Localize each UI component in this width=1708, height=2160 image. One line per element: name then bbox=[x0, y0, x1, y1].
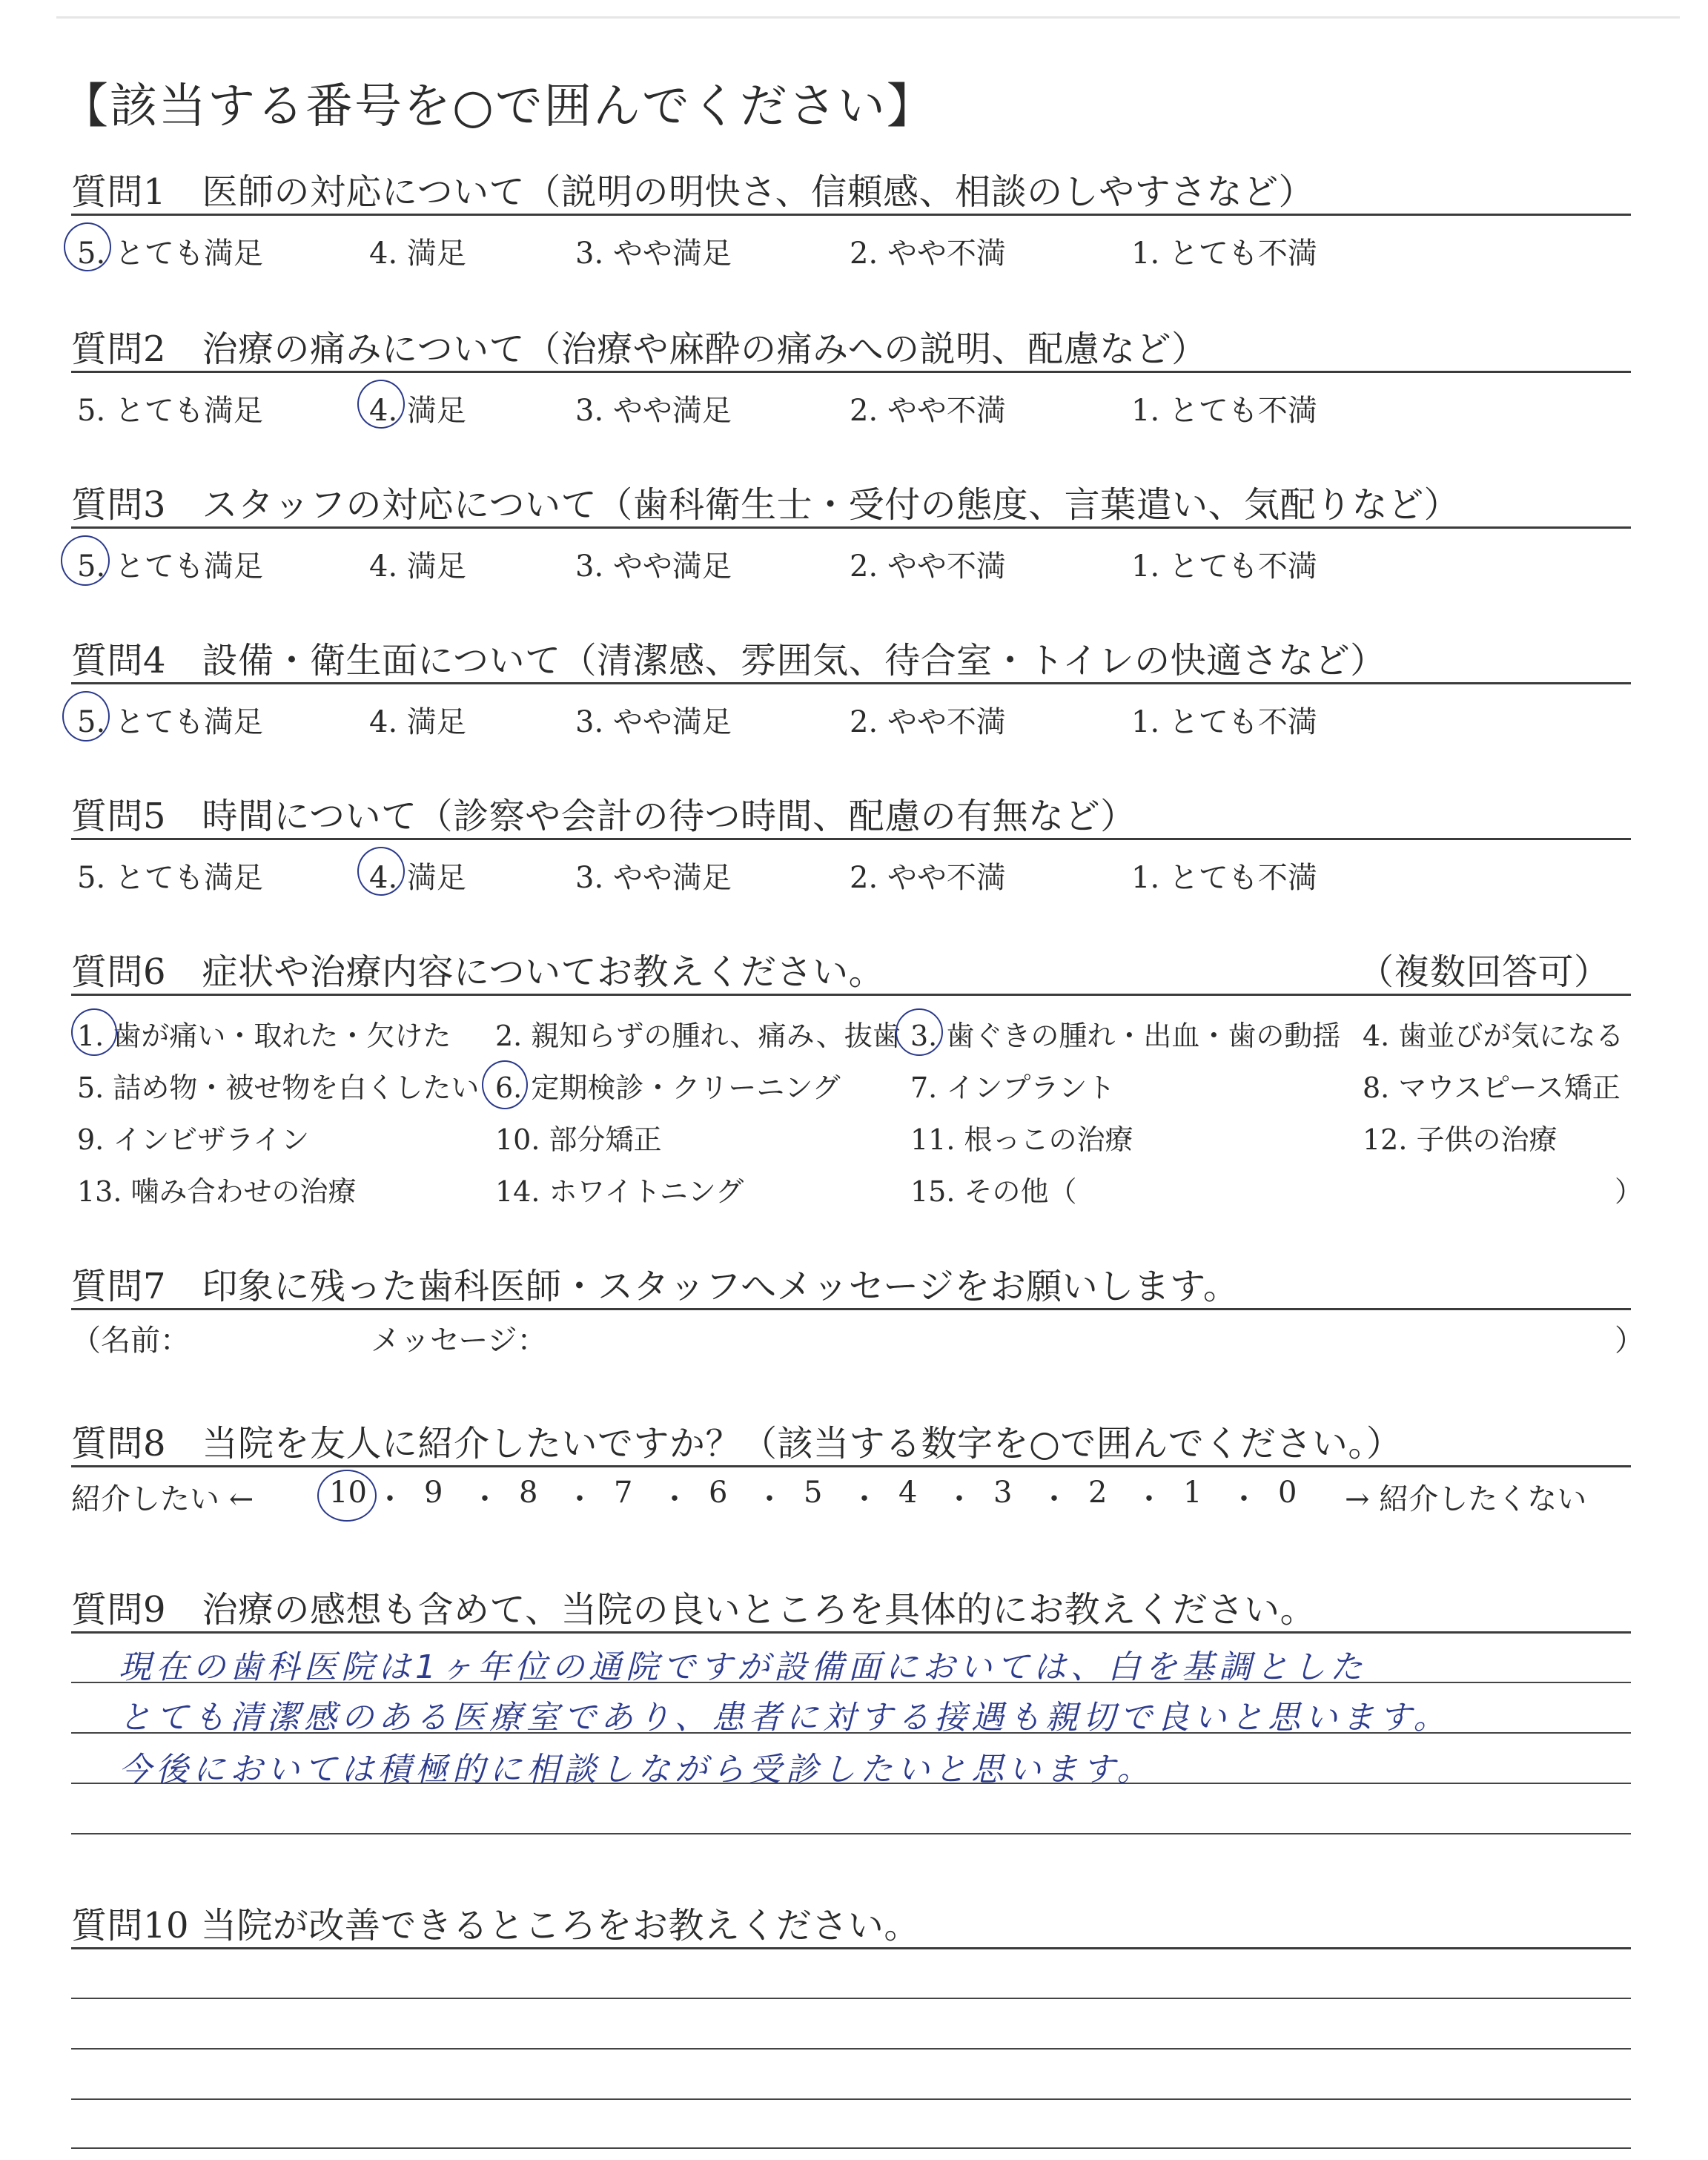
q9-answer-line-3: 今後においては積極的に相談しながら受診したいと思います。 bbox=[119, 1751, 1154, 1789]
q6-answer-circle-6 bbox=[482, 1060, 528, 1109]
q1-answer-circle bbox=[64, 222, 111, 271]
q8-scale-9[interactable]: 9 bbox=[424, 1476, 443, 1510]
q10-writing-line-2 bbox=[71, 2048, 1631, 2050]
q3-option-4[interactable]: 4. 満足 bbox=[369, 549, 466, 584]
q6-option-11[interactable]: 11. 根っこの治療 bbox=[910, 1123, 1133, 1156]
q8-scale-6[interactable]: 6 bbox=[709, 1476, 728, 1510]
q6-option-7[interactable]: 7. インプラント bbox=[910, 1071, 1116, 1104]
q1-option-1[interactable]: 1. とても不満 bbox=[1131, 237, 1317, 271]
q5-option-2[interactable]: 2. やや不満 bbox=[850, 861, 1006, 895]
q6-option-15[interactable]: 15. その他（ bbox=[910, 1175, 1077, 1208]
q2-option-1[interactable]: 1. とても不満 bbox=[1131, 394, 1317, 428]
q3-option-2[interactable]: 2. やや不満 bbox=[850, 549, 1006, 584]
q2-rule bbox=[71, 371, 1631, 373]
q8-scale-2[interactable]: 2 bbox=[1088, 1476, 1108, 1510]
q5-title: 質問5 時間について（診察や会計の待つ時間、配慮の有無など） bbox=[71, 796, 1136, 837]
q1-option-3[interactable]: 3. やや満足 bbox=[575, 237, 732, 271]
q6-option-14[interactable]: 14. ホワイトニング bbox=[495, 1175, 744, 1208]
q8-scale-dot: ・ bbox=[375, 1482, 405, 1516]
q6-answer-circle-3 bbox=[896, 1008, 943, 1056]
q8-scale-dot: ・ bbox=[944, 1482, 974, 1516]
q8-scale-7[interactable]: 7 bbox=[614, 1476, 633, 1510]
q1-rule bbox=[71, 214, 1631, 216]
q4-answer-circle bbox=[62, 691, 110, 742]
q4-option-1[interactable]: 1. とても不満 bbox=[1131, 705, 1317, 739]
q9-answer-line-2: とても清潔感のある医療室であり、患者に対する接遇も親切で良いと思います。 bbox=[119, 1699, 1451, 1737]
q8-scale-5[interactable]: 5 bbox=[804, 1476, 823, 1510]
q3-answer-circle bbox=[61, 535, 110, 586]
q1-option-5[interactable]: 5. とても満足 bbox=[77, 237, 263, 271]
q5-answer-circle bbox=[357, 847, 405, 896]
q10-title: 質問10 当院が改善できるところをお教えください。 bbox=[71, 1905, 920, 1946]
q9-writing-line-4 bbox=[71, 1833, 1631, 1834]
q1-option-4[interactable]: 4. 満足 bbox=[369, 237, 466, 271]
q2-title: 質問2 治療の痛みについて（治療や麻酔の痛みへの説明、配慮など） bbox=[71, 328, 1208, 370]
q8-scale-8[interactable]: 8 bbox=[519, 1476, 538, 1510]
q6-rule bbox=[71, 994, 1631, 996]
q8-scale-dot: ・ bbox=[1229, 1482, 1259, 1516]
q4-rule bbox=[71, 682, 1631, 684]
q8-scale-3[interactable]: 3 bbox=[993, 1476, 1013, 1510]
q5-option-3[interactable]: 3. やや満足 bbox=[575, 861, 732, 895]
q3-title: 質問3 スタッフの対応について（歯科衛生士・受付の態度、言葉遣い、気配りなど） bbox=[71, 484, 1460, 526]
q5-option-5[interactable]: 5. とても満足 bbox=[77, 861, 263, 895]
q7-rule bbox=[71, 1308, 1631, 1310]
q3-option-5[interactable]: 5. とても満足 bbox=[77, 549, 263, 584]
q8-scale-dot: ・ bbox=[850, 1482, 879, 1516]
q8-scale-dot: ・ bbox=[755, 1482, 784, 1516]
q8-scale-dot: ・ bbox=[1039, 1482, 1069, 1516]
q6-answer-circle-1 bbox=[71, 1008, 117, 1056]
q6-option-3[interactable]: 3. 歯ぐきの腫れ・出血・歯の動揺 bbox=[910, 1020, 1341, 1052]
q6-title: 質問6 症状や治療内容についてお教えください。 bbox=[71, 951, 885, 993]
q9-rule bbox=[71, 1631, 1631, 1634]
q6-option-4[interactable]: 4. 歯並びが気になる bbox=[1363, 1020, 1624, 1052]
q8-scale-dot: ・ bbox=[565, 1482, 595, 1516]
q2-option-5[interactable]: 5. とても満足 bbox=[77, 394, 263, 428]
q8-rule bbox=[71, 1465, 1631, 1467]
q7-close-paren: ） bbox=[1615, 1324, 1644, 1358]
q9-title: 質問9 治療の感想も含めて、当院の良いところを具体的にお教えください。 bbox=[71, 1589, 1317, 1631]
q6-option-6[interactable]: 6. 定期検診・クリーニング bbox=[495, 1071, 841, 1104]
q10-writing-line-4 bbox=[71, 2147, 1631, 2149]
q3-option-1[interactable]: 1. とても不満 bbox=[1131, 549, 1317, 584]
q8-scale-dot: ・ bbox=[470, 1482, 500, 1516]
q10-rule bbox=[71, 1947, 1631, 1949]
q5-rule bbox=[71, 838, 1631, 840]
q1-title: 質問1 医師の対応について（説明の明快さ、信頼感、相談のしやすさなど） bbox=[71, 171, 1315, 213]
q2-option-3[interactable]: 3. やや満足 bbox=[575, 394, 732, 428]
q3-rule bbox=[71, 526, 1631, 529]
q10-writing-line-1 bbox=[71, 1998, 1631, 1999]
q4-option-2[interactable]: 2. やや不満 bbox=[850, 705, 1006, 739]
q10-writing-line-3 bbox=[71, 2098, 1631, 2100]
q8-title: 質問8 当院を友人に紹介したいですか？（該当する数字を○で囲んでください。） bbox=[71, 1423, 1403, 1464]
q3-option-3[interactable]: 3. やや満足 bbox=[575, 549, 732, 584]
q8-right-label: → 紹介したくない bbox=[1345, 1482, 1587, 1516]
top-border bbox=[56, 16, 1680, 19]
q6-other-close-paren: ） bbox=[1615, 1175, 1644, 1208]
q2-answer-circle bbox=[357, 380, 405, 429]
q4-option-5[interactable]: 5. とても満足 bbox=[77, 705, 263, 739]
q7-name-label: （名前： bbox=[71, 1324, 190, 1358]
q6-option-9[interactable]: 9. インビザライン bbox=[77, 1123, 310, 1156]
q6-option-2[interactable]: 2. 親知らずの腫れ、痛み、抜歯 bbox=[495, 1020, 901, 1052]
q8-scale-0[interactable]: 0 bbox=[1278, 1476, 1297, 1510]
q1-option-2[interactable]: 2. やや不満 bbox=[850, 237, 1006, 271]
q6-option-1[interactable]: 1. 歯が痛い・取れた・欠けた bbox=[77, 1020, 451, 1052]
q9-answer-line-1: 現在の歯科医院は1ヶ年位の通院ですが設備面においては、白を基調とした bbox=[119, 1648, 1367, 1686]
q5-option-1[interactable]: 1. とても不満 bbox=[1131, 861, 1317, 895]
q4-option-3[interactable]: 3. やや満足 bbox=[575, 705, 732, 739]
q4-title: 質問4 設備・衛生面について（清潔感、雰囲気、待合室・トイレの快適さなど） bbox=[71, 640, 1386, 681]
q6-note: （複数回答可） bbox=[1358, 951, 1610, 993]
q6-option-13[interactable]: 13. 噛み合わせの治療 bbox=[77, 1175, 357, 1208]
q8-scale-10[interactable]: 10 bbox=[329, 1476, 367, 1510]
q2-option-4[interactable]: 4. 満足 bbox=[369, 394, 466, 428]
q6-option-5[interactable]: 5. 詰め物・被せ物を白くしたい bbox=[77, 1071, 480, 1104]
q8-left-label: 紹介したい ← bbox=[71, 1482, 254, 1516]
q6-option-8[interactable]: 8. マウスピース矯正 bbox=[1363, 1071, 1621, 1104]
q8-scale-4[interactable]: 4 bbox=[898, 1476, 918, 1510]
q4-option-4[interactable]: 4. 満足 bbox=[369, 705, 466, 739]
q6-option-10[interactable]: 10. 部分矯正 bbox=[495, 1123, 662, 1156]
q7-message-label: メッセージ： bbox=[371, 1324, 547, 1358]
form-heading: 【該当する番号を○で囲んでください】 bbox=[61, 79, 936, 134]
q2-option-2[interactable]: 2. やや不満 bbox=[850, 394, 1006, 428]
q8-scale-1[interactable]: 1 bbox=[1183, 1476, 1202, 1510]
q5-option-4[interactable]: 4. 満足 bbox=[369, 861, 466, 895]
q8-answer-circle bbox=[317, 1470, 377, 1522]
q8-scale-dot: ・ bbox=[660, 1482, 689, 1516]
q7-title: 質問7 印象に残った歯科医師・スタッフへメッセージをお願いします。 bbox=[71, 1266, 1239, 1307]
q6-option-12[interactable]: 12. 子供の治療 bbox=[1363, 1123, 1558, 1156]
q8-scale-dot: ・ bbox=[1134, 1482, 1164, 1516]
